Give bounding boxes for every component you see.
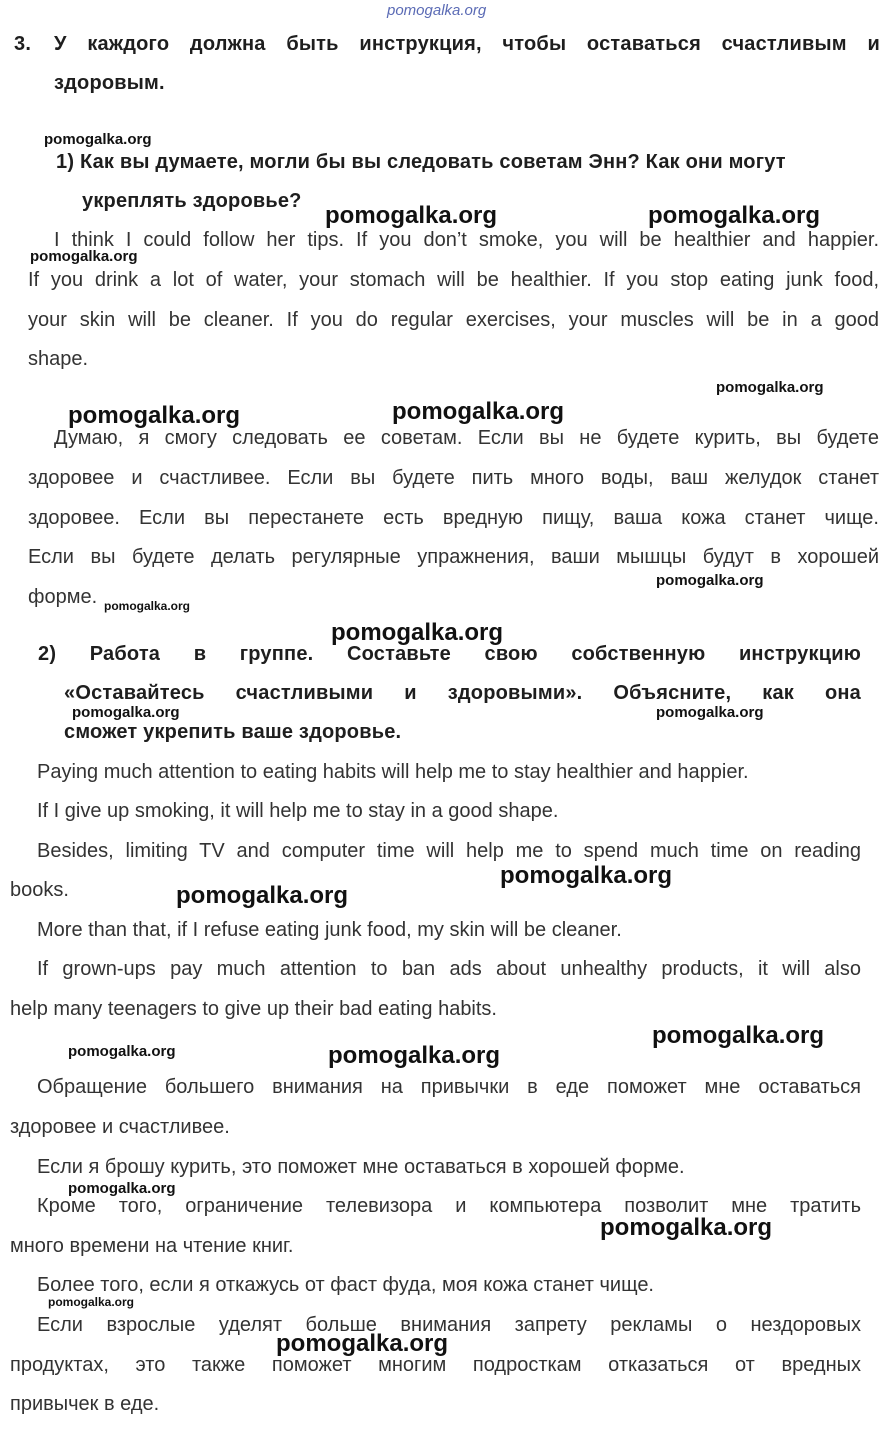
watermark: pomogalka.org: [104, 599, 191, 613]
q2-heading-line3: сможет укрепить ваше здоровье.: [64, 721, 402, 743]
watermark: pomogalka.org: [68, 1043, 176, 1060]
watermark: pomogalka.org: [48, 1295, 135, 1309]
q2-ru-line: Кроме того, ограничение телевизора и компьютера позволит мне тратить: [37, 1195, 861, 1217]
q2-ru-line: Если взрослые уделят больше внимания запрету рекламы о нездоровых: [37, 1314, 861, 1336]
watermark: pomogalka.org: [325, 202, 498, 229]
task-title-line2: здоровым.: [54, 72, 165, 94]
watermark: pomogalka.org: [276, 1330, 449, 1357]
q1-en-line: shape.: [28, 348, 89, 370]
q1-ru-line: здоровее. Если вы перестанете есть вредную пищу, ваша кожа станет чище.: [28, 507, 879, 529]
q1-ru-line: Если вы будете делать регулярные упражнения, ваши мышцы будут в хорошей: [28, 546, 879, 568]
q2-en-line: Besides, limiting TV and computer time will help me to spend much time on reading: [37, 840, 861, 862]
q2-en-line: Paying much attention to eating habits will help me to stay healthier and happier.: [37, 761, 749, 783]
watermark: pomogalka.org: [328, 1042, 501, 1069]
watermark: pomogalka.org: [68, 1180, 176, 1197]
q2-en-line: More than that, if I refuse eating junk food, my skin will be cleaner.: [37, 919, 622, 941]
task-number: 3.: [14, 33, 32, 55]
q2-en-line: books.: [10, 879, 69, 901]
q2-ru-line: привычек в еде.: [10, 1393, 160, 1415]
watermark: pomogalka.org: [331, 619, 504, 646]
q2-en-line: If I give up smoking, it will help me to stay in a good shape.: [37, 800, 559, 822]
site-header-watermark: pomogalka.org: [387, 2, 487, 19]
watermark: pomogalka.org: [652, 1022, 825, 1049]
q1-ru-line: здоровее и счастливее. Если вы будете пить много воды, ваш желудок станет: [28, 467, 879, 489]
watermark: pomogalka.org: [68, 402, 241, 429]
watermark: pomogalka.org: [176, 882, 349, 909]
task-title-line1: У каждого должна быть инструкция, чтобы оставаться счастливым и: [54, 33, 880, 55]
q2-ru-line: продуктах, это также поможет многим подросткам отказаться от вредных: [10, 1354, 861, 1376]
q2-ru-line: много времени на чтение книг.: [10, 1235, 294, 1257]
watermark: pomogalka.org: [656, 704, 764, 721]
q1-heading-line1: 1) Как вы думаете, могли бы вы следовать советам Энн? Как они могут: [56, 151, 786, 173]
watermark: pomogalka.org: [44, 131, 152, 148]
q2-ru-line: Если я брошу курить, это поможет мне оставаться в хорошей форме.: [37, 1156, 685, 1178]
q2-ru-line: Более того, если я откажусь от фаст фуда, моя кожа станет чище.: [37, 1274, 654, 1296]
watermark: pomogalka.org: [72, 704, 180, 721]
watermark: pomogalka.org: [500, 862, 673, 889]
q1-ru-line: Думаю, я смогу следовать ее советам. Если вы не будете курить, вы будете: [54, 427, 879, 449]
q2-en-line: If grown-ups pay much attention to ban ads about unhealthy products, it will also: [37, 958, 861, 980]
q1-ru-line: форме.: [28, 586, 98, 608]
watermark: pomogalka.org: [648, 202, 821, 229]
q2-en-line: help many teenagers to give up their bad eating habits.: [10, 998, 497, 1020]
q2-ru-line: Обращение большего внимания на привычки в еде поможет мне оставаться: [37, 1076, 861, 1098]
q1-heading-line2: укреплять здоровье?: [82, 190, 302, 212]
q2-ru-line: здоровее и счастливее.: [10, 1116, 230, 1138]
q1-en-line: I think I could follow her tips. If you don’t smoke, you will be healthier and happier.: [54, 229, 879, 251]
q2-heading-line1: 2) Работа в группе. Составьте свою собственную инструкцию: [38, 643, 861, 665]
watermark: pomogalka.org: [656, 572, 764, 589]
q1-en-line: If you drink a lot of water, your stomach will be healthier. If you stop eating junk food,: [28, 269, 879, 291]
q2-heading-line2: «Оставайтесь счастливыми и здоровыми». Объясните, как она: [64, 682, 861, 704]
watermark: pomogalka.org: [392, 398, 565, 425]
watermark: pomogalka.org: [600, 1214, 773, 1241]
watermark: pomogalka.org: [716, 379, 824, 396]
watermark: pomogalka.org: [30, 248, 138, 265]
q1-en-line: your skin will be cleaner. If you do regular exercises, your muscles will be in a good: [28, 309, 879, 331]
